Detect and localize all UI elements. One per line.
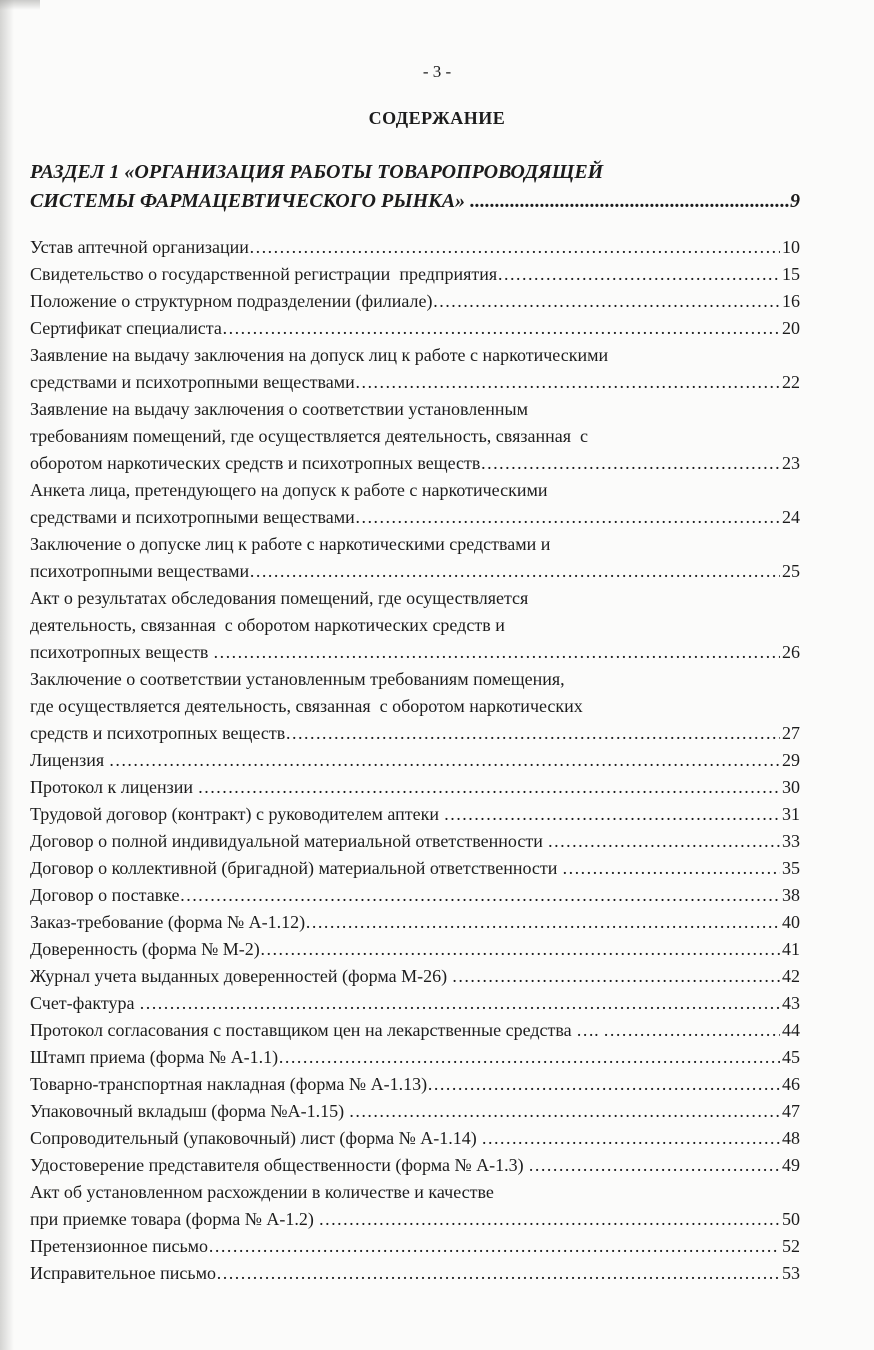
toc-entry-text: Договор о полной индивидуальной материальной ответственности [30,831,548,851]
toc-entry-text: при приемке товара (форма № А-1.2) [30,1209,319,1229]
toc-leader-dots [528,1152,780,1179]
toc-leader-dots [249,234,780,261]
toc-leader-dots [562,855,780,882]
toc-leader-dots [278,1044,780,1071]
toc-entry[interactable] [30,774,800,801]
toc-leader-dots [444,801,780,828]
toc-entry-line [30,828,800,855]
toc-entry[interactable] [30,1260,800,1287]
toc-entry-text: Заказ-требование (форма № А-1.12) [30,912,306,932]
toc-entry[interactable] [30,882,800,909]
toc-entry-line [30,450,800,477]
toc-entry-line [30,1233,800,1260]
toc-entry-text: средств и психотропных веществ [30,723,286,743]
toc-page-number: 38 [782,885,800,905]
toc-entry[interactable] [30,855,800,882]
toc-entry-line [30,990,800,1017]
toc-page-number: 30 [782,777,800,797]
toc-leader-dots [222,315,780,342]
toc-entry-line [30,720,800,747]
toc-entry[interactable] [30,1179,800,1233]
toc-entry-text: Устав аптечной организации [30,237,249,257]
toc-entry-line [30,558,800,585]
toc-entry[interactable] [30,585,800,666]
toc-entry-line [30,936,800,963]
toc-leader-dots [260,936,780,963]
toc-entry-line [30,639,800,666]
section-heading-text-2: СИСТЕМЫ ФАРМАЦЕВТИЧЕСКОГО РЫНКА» [30,190,471,212]
toc-leader-dots [318,1206,780,1233]
toc-entry[interactable] [30,1233,800,1260]
toc-entry[interactable] [30,1017,800,1044]
toc-entry[interactable] [30,315,800,342]
toc-entry-text: Счет-фактура [30,993,139,1013]
toc-page-number: 35 [782,858,800,878]
toc-page-number: 43 [782,993,800,1013]
toc-page-number: 52 [782,1236,800,1256]
toc-entry[interactable] [30,936,800,963]
toc-page-number: 44 [782,1020,800,1040]
toc-entry-line [30,1098,800,1125]
toc-entry-text: Акт об установленном расхождении в количестве и качестве [30,1182,494,1202]
toc-entry-text: Удостоверение представителя общественности (форма № А-1.3) [30,1155,529,1175]
toc-leader-dots [481,1125,780,1152]
toc-leader-dots [355,369,780,396]
toc-entry-text: деятельность, связанная с оборотом наркотических средств и [30,615,505,635]
toc-entry-line [30,666,800,693]
toc-entry-text: Сертификат специалиста [30,318,222,338]
toc-entry-line [30,1152,800,1179]
toc-leader-dots [355,504,780,531]
toc-entry-text: Сопроводительный (упаковочный) лист (форма № А-1.14) [30,1128,482,1148]
toc-entry-line [30,1260,800,1287]
toc-entry-line [30,342,800,369]
toc-leader-dots [452,963,780,990]
toc-entry[interactable] [30,342,800,396]
toc-entry-text: Заявление на выдачу заключения на допуск лиц к работе с наркотическими [30,345,609,365]
toc-entry-line [30,774,800,801]
toc-entry-line [30,882,800,909]
toc-entry[interactable] [30,261,800,288]
section-heading-line-2 [30,187,800,216]
toc-entry-line [30,531,800,558]
toc-entry-line [30,1017,800,1044]
toc-entry-line [30,396,800,423]
toc-entry[interactable] [30,801,800,828]
toc-entry-text: Заявление на выдачу заключения о соответствии установленным [30,399,529,419]
section-heading-text-1: РАЗДЕЛ 1 «ОРГАНИЗАЦИЯ РАБОТЫ ТОВАРОПРОВОДЯЩЕЙ [30,161,604,183]
toc-entry-text: Акт о результатах обследования помещений, где осуществляется [30,588,529,608]
toc-entry[interactable] [30,1044,800,1071]
toc-leader-dots [603,1017,780,1044]
toc-page-number: 40 [782,912,800,932]
toc-page-number: 15 [782,264,800,284]
section-heading-line-1 [30,158,800,187]
toc-page-number: 46 [782,1074,800,1094]
toc-entry-line [30,963,800,990]
toc-page-number: 29 [782,750,800,770]
toc-entry[interactable] [30,1152,800,1179]
toc-entry-line [30,369,800,396]
toc-entry-text: оборотом наркотических средств и психотропных веществ [30,453,481,473]
toc-entry-text: Анкета лица, претендующего на допуск к работе с наркотическими [30,480,548,500]
toc-entry-text: Договор о коллективной (бригадной) материальной ответственности [30,858,562,878]
toc-entry-text: средствами и психотропными веществами [30,507,355,527]
toc-entry-text: Журнал учета выданных доверенностей (форма М-26) [30,966,452,986]
toc-leader-dots [349,1098,780,1125]
toc-entry-text: психотропных веществ [30,642,213,662]
toc-page-number: 48 [782,1128,800,1148]
toc-leader-dots [285,720,780,747]
toc-entry-text: средствами и психотропными веществами [30,372,355,392]
page-number: - 3 - [422,62,452,81]
toc-entry-line [30,585,800,612]
toc-leader-dots [547,828,780,855]
toc-entry[interactable] [30,288,800,315]
toc-page-number: 22 [782,372,800,392]
toc-leader-dots [216,1260,780,1287]
toc-page-number: 53 [782,1263,800,1283]
toc-leader-dots [139,990,780,1017]
toc-entry-line [30,612,800,639]
toc-entry-text: Трудовой договор (контракт) с руководителем аптеки [30,804,444,824]
toc-leader-dots [249,558,780,585]
toc-leader-dots [213,639,780,666]
section-heading[interactable] [30,158,800,216]
toc-page-number: 45 [782,1047,800,1067]
toc-title: СОДЕРЖАНИЕ [368,108,506,128]
toc-page-number: 20 [782,318,800,338]
toc-entry-line [30,747,800,774]
toc-page-number: 25 [782,561,800,581]
toc-page-number: 42 [782,966,800,986]
toc-page-number: 10 [782,237,800,257]
toc-entry-text: Свидетельство о государственной регистрации предприятия [30,264,498,284]
toc-entry-line [30,288,800,315]
toc-entry[interactable] [30,828,800,855]
toc-page-number: 27 [782,723,800,743]
toc-entry-line [30,1071,800,1098]
toc-entry[interactable] [30,1071,800,1098]
toc-list [30,234,800,1287]
toc-page-number: 16 [782,291,800,311]
section-heading-leader [470,187,790,216]
toc-entry-text: требованиям помещений, где осуществляется деятельность, связанная с [30,426,588,446]
toc-entry-line [30,1206,800,1233]
toc-entry[interactable] [30,747,800,774]
toc-leader-dots [208,1233,780,1260]
toc-entry[interactable] [30,1098,800,1125]
toc-entry-line [30,1179,800,1206]
toc-entry-text: Исправительное письмо [30,1263,216,1283]
toc-entry[interactable] [30,234,800,261]
toc-entry[interactable] [30,396,800,477]
toc-entry-line [30,234,800,261]
toc-page-number: 50 [782,1209,800,1229]
scan-corner-mark [0,0,40,10]
toc-entry[interactable] [30,990,800,1017]
toc-leader-dots [497,261,780,288]
toc-page-number: 49 [782,1155,800,1175]
toc-page-number: 33 [782,831,800,851]
toc-entry-line [30,909,800,936]
toc-entry-line [30,693,800,720]
toc-leader-dots [197,774,780,801]
toc-page-number: 31 [782,804,800,824]
toc-entry[interactable] [30,909,800,936]
toc-entry-text: психотропными веществами [30,561,250,581]
toc-entry-text: Лицензия [30,750,109,770]
toc-entry-text: Упаковочный вкладыш (форма №А-1.15) [30,1101,349,1121]
toc-entry-line [30,855,800,882]
toc-entry-line [30,315,800,342]
toc-entry[interactable] [30,531,800,585]
toc-entry-text: Протокол согласования с поставщиком цен на лекарственные средства …. [30,1020,604,1040]
toc-page-number: 47 [782,1101,800,1121]
toc-entry-text: где осуществляется деятельность, связанная с оборотом наркотических [30,696,583,716]
toc-entry-line [30,1125,800,1152]
toc-entry-line [30,801,800,828]
toc-leader-dots [109,747,780,774]
toc-page-number: 23 [782,453,800,473]
toc-entry-line [30,1044,800,1071]
toc-entry[interactable] [30,963,800,990]
toc-entry-text: Доверенность (форма № М-2) [30,939,260,959]
toc-page-number: 26 [782,642,800,662]
toc-entry-text: Заключение о допуске лиц к работе с наркотическими средствами и [30,534,551,554]
toc-entry-text: Протокол к лицензии [30,777,198,797]
toc-entry-text: Заключение о соответствии установленным требованиям помещения, [30,669,565,689]
toc-entry-text: Претензионное письмо [30,1236,209,1256]
toc-entry-text: Положение о структурном подразделении (филиале) [30,291,433,311]
toc-entry[interactable] [30,477,800,531]
toc-leader-dots [305,909,780,936]
toc-entry-line [30,423,800,450]
toc-entry-line [30,261,800,288]
toc-page-number: 24 [782,507,800,527]
toc-entry-text: Штамп приема (форма № А-1.1) [30,1047,279,1067]
section-heading-page: 9 [790,190,800,212]
toc-leader-dots [480,450,780,477]
toc-entry[interactable] [30,1125,800,1152]
toc-entry-line [30,504,800,531]
toc-entry-text: Товарно-транспортная накладная (форма № А-1.13) [30,1074,428,1094]
toc-entry[interactable] [30,666,800,747]
toc-entry-line [30,477,800,504]
toc-leader-dots [180,882,780,909]
toc-leader-dots [427,1071,780,1098]
toc-leader-dots [432,288,780,315]
toc-entry-text: Договор о поставке [30,885,180,905]
page-left-edge-shadow [0,0,14,1350]
toc-page-number: 41 [782,939,800,959]
